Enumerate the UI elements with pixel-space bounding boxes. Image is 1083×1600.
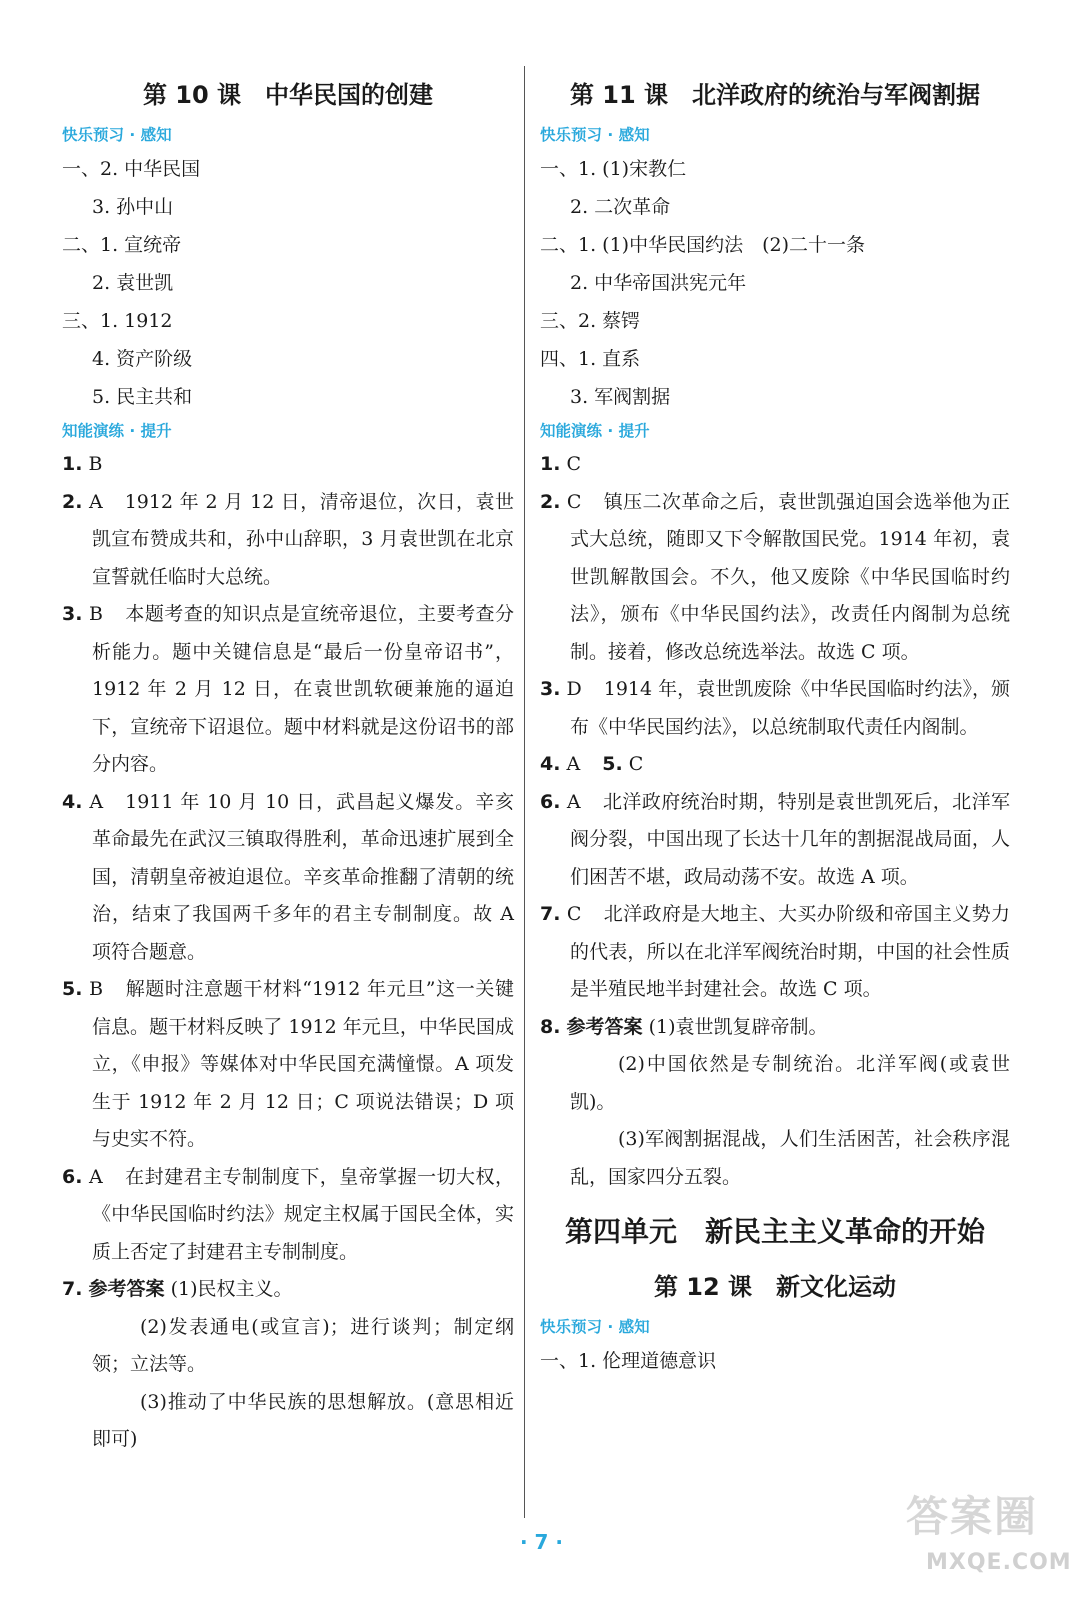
answer-item (62, 971, 514, 1159)
item-number: 4. (540, 753, 561, 775)
item-explanation: 1911 年 10 月 10 日，武昌起义爆发。辛亥革命最先在武汉三镇取得胜利，革命迅速扩展到全国，清朝皇帝被迫退位。辛亥革命推翻了清朝的统治，结束了我国两千多年的君主专制制度。故 A 项符合题意。 (92, 790, 514, 963)
item-number: 2. (62, 490, 83, 513)
lesson-12-preview-line: 一、1. 伦理道德意识 (540, 1350, 717, 1372)
practice-answers (540, 446, 1010, 1009)
watermark-text: 答案圈 (906, 1492, 1039, 1541)
preview-line: 四、1. 直系 (540, 348, 641, 370)
item-choice: C (566, 903, 582, 925)
answer-item (540, 484, 1010, 672)
item-choice: C (628, 753, 644, 775)
preview-line: 一、2. 中华民国 (62, 158, 201, 180)
item-explanation: 镇压二次革命之后，袁世凯强迫国会选举他为正式大总统，随即又下令解散国民党。1914 年初，袁世凯解散国会。不久，他又废除《中华民国临时约法》，颁布《中华民国约法》，改责任内阁制为总统制。接着，修改总统选举法。故选 C 项。 (570, 490, 1010, 663)
column-divider (524, 66, 525, 1518)
item-number: 6. (540, 790, 561, 813)
preview-line: 5. 民主共和 (92, 386, 193, 408)
item-choice: A (88, 1165, 103, 1188)
answer-item (62, 446, 514, 484)
item-explanation: 在封建君主专制制度下，皇帝掌握一切大权，《中华民国临时约法》规定主权属于国民全体，实质上否定了封建君主专制制度。 (92, 1165, 514, 1263)
answer-item-8-part-3: (3)军阀割据混战，人们生活困苦，社会秩序混乱，国家四分五裂。 (570, 1128, 1010, 1188)
practice-answers (62, 446, 514, 1271)
watermark-url: MXQE.COM (926, 1550, 1072, 1575)
right-column (540, 70, 1010, 1380)
item-choice: B (88, 453, 103, 475)
preview-line: 二、1. (1)中华民国约法 (2)二十一条 (540, 234, 865, 256)
answer-item (62, 784, 514, 972)
item-explanation: 1914 年，袁世凯废除《中华民国临时约法》，颁布《中华民国约法》，以总统制取代责任内阁制。 (570, 678, 1010, 738)
preview-line: 3. 军阀割据 (570, 386, 671, 408)
item-choice: C (566, 490, 582, 513)
reference-answer-label: 参考答案 (566, 1015, 643, 1038)
item-number: 2. (540, 490, 561, 513)
item-explanation: 北洋政府是大地主、大买办阶级和帝国主义势力的代表，所以在北洋军阀统治时期，中国的社会性质是半殖民地半封建社会。故选 C 项。 (570, 903, 1010, 1000)
item-choice: D (566, 678, 582, 700)
answer-item (62, 484, 514, 597)
lesson-11-title: 第 11 课 北洋政府的统治与军阀割据 (569, 81, 981, 109)
answer-item (540, 896, 1010, 1009)
lesson-12-title: 第 12 课 新文化运动 (653, 1273, 897, 1301)
preview-line: 三、2. 蔡锷 (540, 310, 641, 332)
preview-line: 3. 孙中山 (92, 196, 174, 218)
preview-line: 4. 资产阶级 (92, 348, 193, 370)
answer-item (540, 784, 1010, 897)
preview-line: 2. 中华帝国洪宪元年 (570, 272, 747, 294)
item-choice: A (88, 490, 103, 513)
practice-section-label: 知能演练 · 提升 (540, 422, 650, 440)
preview-line: 2. 袁世凯 (92, 272, 174, 294)
reference-answer-label: 参考答案 (88, 1278, 165, 1300)
answer-item-8: 8. 参考答案 (1)袁世凯复辟帝制。 (540, 1015, 828, 1038)
answer-item (540, 671, 1010, 746)
item-number: 5. (602, 753, 623, 775)
lesson-12-preview-label: 快乐预习 · 感知 (540, 1318, 650, 1336)
item-number: 6. (62, 1165, 83, 1188)
answer-item (540, 446, 1010, 484)
lesson-10-title: 第 10 课 中华民国的创建 (142, 81, 434, 109)
preview-line: 二、1. 宣统帝 (62, 234, 182, 256)
page-number: · 7 · (519, 1530, 564, 1554)
item-choice: A (566, 790, 581, 813)
answer-item (540, 746, 1010, 784)
item-number: 3. (540, 678, 561, 700)
item-number: 1. (540, 453, 561, 475)
unit-4-title: 第四单元 新民主主义革命的开始 (564, 1215, 985, 1248)
item-number: 1. (62, 453, 83, 475)
item-choice: B (88, 603, 103, 625)
answer-item (62, 596, 514, 784)
preview-section-label: 快乐预习 · 感知 (62, 126, 172, 144)
practice-section-label: 知能演练 · 提升 (62, 422, 172, 440)
item-number: 3. (62, 603, 83, 625)
answer-item-7-part-3: (3)推动了中华民族的思想解放。(意思相近即可) (92, 1390, 514, 1450)
item-choice: A (566, 753, 581, 775)
item-choice: C (566, 453, 582, 475)
watermark-logo (906, 1484, 1076, 1594)
preview-line: 2. 二次革命 (570, 196, 671, 218)
item-explanation: 本题考查的知识点是宣统帝退位，主要考查分析能力。题中关键信息是“最后一份皇帝诏书”，1912 年 2 月 12 日，在袁世凯软硬兼施的逼迫下，宣统帝下诏退位。题中材料就是这份诏书的部分内容。 (92, 603, 514, 775)
preview-section-label: 快乐预习 · 感知 (540, 126, 650, 144)
item-explanation: 北洋政府统治时期，特别是袁世凯死后，北洋军阀分裂，中国出现了长达十几年的割据混战局面，人们困苦不堪，政局动荡不安。故选 A 项。 (570, 790, 1010, 888)
preview-list (540, 150, 1010, 416)
preview-line: 一、1. (1)宋教仁 (540, 158, 687, 180)
item-explanation: 解题时注意题干材料“1912 年元旦”这一关键信息。题干材料反映了 1912 年元旦，中华民国成立，《申报》等媒体对中华民国充满憧憬。A 项发生于 1912 年 2 月 12 日；C 项说法错误；D 项与史实不符。 (92, 978, 514, 1150)
item-number: 7. (540, 903, 561, 925)
answer-item (62, 1159, 514, 1272)
preview-line: 三、1. 1912 (62, 310, 173, 332)
preview-list (62, 150, 514, 416)
answer-item-8-part-2: (2)中国依然是专制统治。北洋军阀(或袁世凯)。 (570, 1053, 1010, 1113)
answer-item-7: 7. 参考答案 (1)民权主义。 (62, 1278, 293, 1300)
item-number: 5. (62, 978, 83, 1000)
answer-item-7-part-2: (2)发表通电(或宣言)；进行谈判；制定纲领；立法等。 (92, 1315, 514, 1375)
item-choice: B (89, 978, 104, 1000)
item-choice: A (89, 790, 104, 813)
item-number: 4. (62, 790, 83, 813)
left-column (62, 70, 514, 1459)
item-explanation: 1912 年 2 月 12 日，清帝退位，次日，袁世凯宣布赞成共和，孙中山辞职，3 月袁世凯在北京宣誓就任临时大总统。 (92, 490, 514, 588)
